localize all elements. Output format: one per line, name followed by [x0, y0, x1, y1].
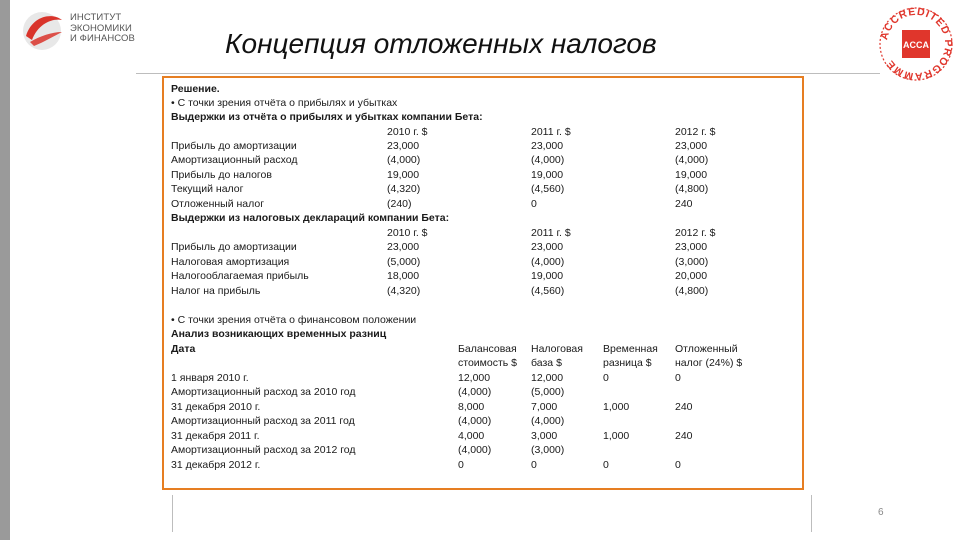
- s3-cell: 1,000: [603, 430, 630, 442]
- s1-cell: 23,000: [531, 140, 564, 152]
- s3-cell: 7,000: [531, 401, 558, 413]
- s2-year-2011: 2011 г. $: [531, 227, 571, 239]
- s1-row-label: Текущий налог: [171, 183, 244, 195]
- s2-cell: (3,000): [675, 256, 709, 268]
- tax-returns-subheading: Выдержки из налоговых деклараций компании Бета:: [171, 212, 450, 224]
- s2-year-2012: 2012 г. $: [675, 227, 716, 239]
- s2-row-label: Прибыль до амортизации: [171, 241, 297, 253]
- solution-heading: Решение.: [171, 83, 220, 95]
- s3-row-label: 31 декабря 2011 г.: [171, 430, 260, 442]
- col-header-tempdiff-1: Временная: [603, 343, 658, 355]
- s3-cell: 12,000: [531, 372, 564, 384]
- s3-cell: 0: [603, 459, 609, 471]
- s1-cell: (4,320): [387, 183, 421, 195]
- s3-cell: 240: [675, 430, 693, 442]
- footer-divider-right: [811, 495, 812, 532]
- temporary-differences-subheading: Анализ возникающих временных разниц: [171, 328, 387, 340]
- s1-cell: (240): [387, 198, 412, 210]
- s2-row-label: Налоговая амортизация: [171, 256, 290, 268]
- s3-row-label: 1 января 2010 г.: [171, 372, 249, 384]
- s3-row-label: Амортизационный расход за 2012 год: [171, 444, 356, 456]
- col-header-taxbase-2: база $: [531, 357, 562, 369]
- s1-row-label: Амортизационный расход: [171, 154, 298, 166]
- s1-cell: (4,800): [675, 183, 709, 195]
- col-header-deferred-1: Отложенный: [675, 343, 738, 355]
- s2-cell: (4,320): [387, 285, 421, 297]
- s3-cell: (4,000): [458, 386, 492, 398]
- s3-cell: 0: [675, 459, 681, 471]
- s1-cell: 19,000: [387, 169, 420, 181]
- s3-cell: 0: [458, 459, 464, 471]
- page-number: 6: [878, 507, 884, 518]
- acca-ring-text: ACCREDITED PROGRAMME: [878, 5, 955, 83]
- s1-cell: 19,000: [675, 169, 708, 181]
- s2-cell: (4,800): [675, 285, 709, 297]
- s1-year-2010: 2010 г. $: [387, 126, 428, 138]
- s2-row-label: Налог на прибыль: [171, 285, 261, 297]
- col-header-carrying-1: Балансовая: [458, 343, 517, 355]
- col-header-taxbase-1: Налоговая: [531, 343, 583, 355]
- income-statement-bullet: • С точки зрения отчёта о прибылях и убытках: [171, 97, 398, 109]
- s3-row-label: 31 декабря 2010 г.: [171, 401, 261, 413]
- s3-cell: 12,000: [458, 372, 491, 384]
- s1-year-2012: 2012 г. $: [675, 126, 716, 138]
- s1-cell: (4,560): [531, 183, 565, 195]
- s3-cell: 4,000: [458, 430, 485, 442]
- s3-cell: (5,000): [531, 386, 565, 398]
- footer-divider-left: [172, 495, 173, 532]
- s1-row-label: Прибыль до амортизации: [171, 140, 297, 152]
- s2-cell: (5,000): [387, 256, 421, 268]
- s2-row-label: Налогооблагаемая прибыль: [171, 270, 309, 282]
- s1-cell: (4,000): [387, 154, 421, 166]
- s3-cell: 1,000: [603, 401, 630, 413]
- s3-cell: 3,000: [531, 430, 558, 442]
- s3-cell: (4,000): [458, 444, 492, 456]
- s2-cell: 23,000: [675, 241, 708, 253]
- col-header-carrying-2: стоимость $: [458, 357, 517, 369]
- title-divider: [136, 73, 880, 74]
- s1-cell: 0: [531, 198, 537, 210]
- slide-title: Концепция отложенных налогов: [225, 28, 657, 59]
- logo-line-1: ИНСТИТУТ: [70, 12, 122, 23]
- date-header: Дата: [171, 343, 196, 355]
- s3-cell: 240: [675, 401, 693, 413]
- s3-cell: (4,000): [531, 415, 565, 427]
- s1-cell: (4,000): [531, 154, 565, 166]
- s2-cell: 23,000: [531, 241, 564, 253]
- s1-cell: (4,000): [675, 154, 709, 166]
- s2-cell: 20,000: [675, 270, 708, 282]
- s2-year-2010: 2010 г. $: [387, 227, 428, 239]
- logo-line-3: И ФИНАНСОВ: [70, 33, 135, 44]
- logo-line-2: ЭКОНОМИКИ: [70, 22, 132, 34]
- s3-row-label: Амортизационный расход за 2011 год: [171, 415, 355, 427]
- left-edge-bar: [0, 0, 10, 540]
- s3-row-label: 31 декабря 2012 г.: [171, 459, 261, 471]
- s2-cell: 18,000: [387, 270, 420, 282]
- s3-cell: (4,000): [458, 415, 492, 427]
- acca-accredited-badge: [876, 4, 956, 84]
- acca-center-text: ACCA: [903, 40, 929, 50]
- s2-cell: 23,000: [387, 241, 420, 253]
- s2-cell: (4,560): [531, 285, 565, 297]
- s3-cell: 0: [675, 372, 681, 384]
- s3-cell: 0: [603, 372, 609, 384]
- s3-cell: (3,000): [531, 444, 565, 456]
- s3-cell: 8,000: [458, 401, 485, 413]
- col-header-deferred-2: налог (24%) $: [675, 357, 743, 369]
- s1-cell: 19,000: [531, 169, 564, 181]
- s1-row-label: Прибыль до налогов: [171, 169, 272, 181]
- s3-row-label: Амортизационный расход за 2010 год: [171, 386, 356, 398]
- balance-sheet-bullet: • С точки зрения отчёта о финансовом положении: [171, 314, 417, 326]
- s1-year-2011: 2011 г. $: [531, 126, 571, 138]
- s1-cell: 240: [675, 198, 693, 210]
- s2-cell: 19,000: [531, 270, 564, 282]
- s2-cell: (4,000): [531, 256, 565, 268]
- s1-row-label: Отложенный налог: [171, 198, 265, 210]
- s1-cell: 23,000: [675, 140, 708, 152]
- institute-logo-icon: [18, 6, 68, 56]
- col-header-tempdiff-2: разница $: [603, 357, 652, 369]
- institute-logo-text: [70, 13, 135, 45]
- s1-cell: 23,000: [387, 140, 420, 152]
- s3-cell: 0: [531, 459, 537, 471]
- income-statement-subheading: Выдержки из отчёта о прибылях и убытках компании Бета:: [171, 111, 483, 123]
